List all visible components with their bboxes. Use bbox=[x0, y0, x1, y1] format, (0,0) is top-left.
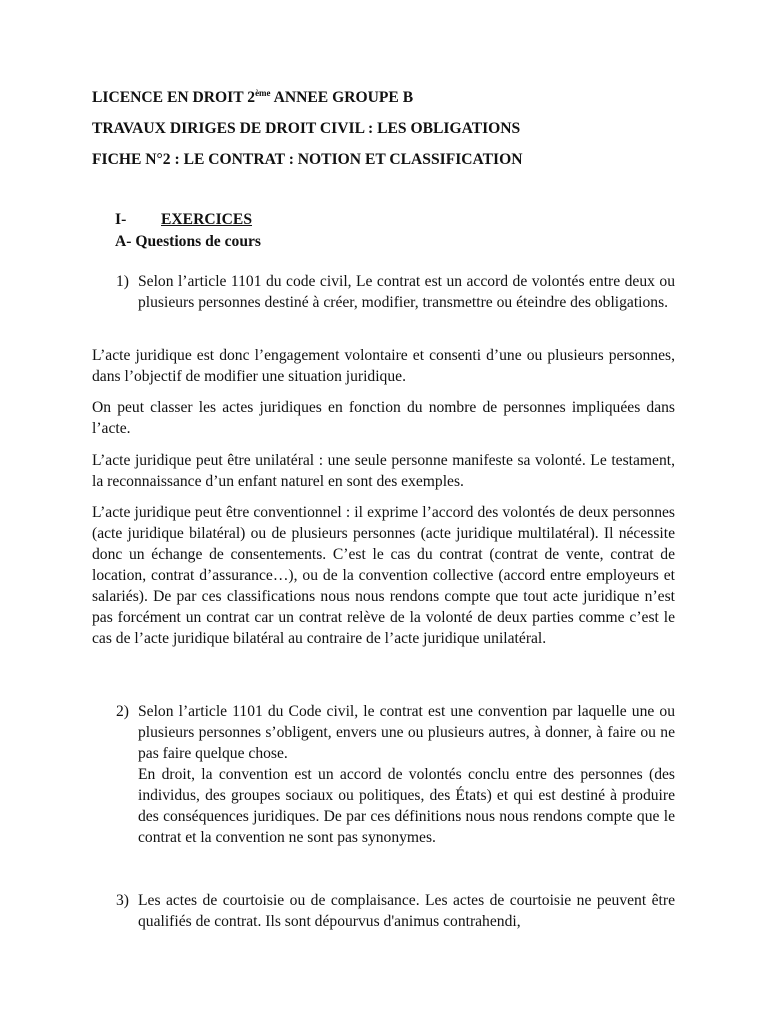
list-item-text: Les actes de courtoisie ou de complaisance. Les actes de courtoisie ne peuvent être qualifiés de contrat. Ils sont dépourvus d'animus contrahendi, bbox=[138, 892, 675, 930]
list-item bbox=[92, 890, 675, 932]
subsection-heading: A- Questions de cours bbox=[115, 233, 261, 250]
list-item-number: 2) bbox=[116, 703, 129, 720]
list-item-body bbox=[138, 701, 675, 848]
list-item-text: Selon l’article 1101 du code civil, Le contrat est un accord de volontés entre deux ou plusieurs personnes destiné à créer, modifier, transmettre ou éteindre des obligations. bbox=[138, 273, 675, 311]
list-item-text: Selon l’article 1101 du Code civil, le contrat est une convention par laquelle une ou plusieurs personnes s’obligent, envers une ou plusieurs autres, à donner, à faire ou ne pas faire quelque chose. bbox=[138, 703, 675, 762]
list-item bbox=[92, 701, 675, 848]
paragraph: L’acte juridique est donc l’engagement volontaire et consenti d’une ou plusieurs personnes, dans l’objectif de modifier une situation juridique. bbox=[92, 347, 675, 385]
list-item-number: 3) bbox=[116, 892, 129, 909]
document-header-line-3: FICHE N°2 : LE CONTRAT : NOTION ET CLASSIFICATION bbox=[92, 151, 523, 168]
header-line-1-suffix: ANNEE GROUPE B bbox=[270, 89, 414, 106]
list-item bbox=[92, 271, 675, 313]
header-line-1-text: LICENCE EN DROIT 2 bbox=[92, 89, 256, 106]
section-number: I- bbox=[115, 211, 127, 228]
document-header-line-2: TRAVAUX DIRIGES DE DROIT CIVIL : LES OBLIGATIONS bbox=[92, 120, 521, 137]
header-line-1-superscript: ème bbox=[255, 88, 271, 98]
list-item-number: 1) bbox=[116, 273, 129, 290]
section-title: EXERCICES bbox=[161, 211, 252, 228]
document-header-line-1 bbox=[92, 87, 413, 108]
paragraph: L’acte juridique peut être unilatéral : une seule personne manifeste sa volonté. Le testament, la reconnaissance d’un enfant naturel en sont des exemples. bbox=[92, 452, 675, 490]
paragraph: L’acte juridique peut être conventionnel : il exprime l’accord des volontés de deux personnes (acte juridique bilatéral) ou de plusieurs personnes (acte juridique multilatéral). Il nécessite donc un échange de consentements. C’est le cas du contrat (contrat de vente, contrat de location, contrat d’assurance…), ou de la convention collective (accord entre employeurs et salariés). De par ces classifications nous nous rendons compte que tout acte juridique n’est pas forcément un contrat car un contrat relève de la volonté de deux parties comme c’est le cas de l’acte juridique bilatéral au contraire de l’acte juridique unilatéral. bbox=[92, 504, 675, 647]
section-heading bbox=[115, 209, 252, 230]
paragraph: On peut classer les actes juridiques en fonction du nombre de personnes impliquées dans l’acte. bbox=[92, 399, 675, 437]
list-item-text-continued: En droit, la convention est un accord de volontés conclu entre des personnes (des individus, des groupes sociaux ou politiques, des États) et qui est destiné à produire des conséquences juridiques. De par ces définitions nous nous rendons compte que le contrat et la convention ne sont pas synonymes. bbox=[138, 766, 675, 846]
